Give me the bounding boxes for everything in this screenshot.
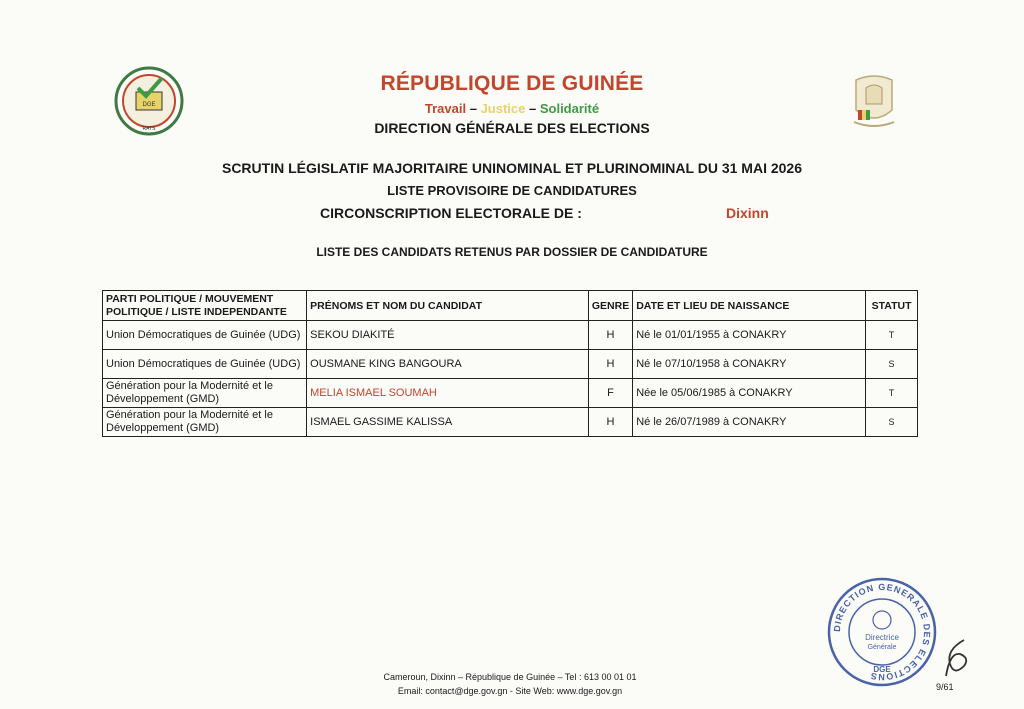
national-motto: [0, 101, 1024, 116]
logo-center-text: DGE: [142, 102, 156, 108]
cell-status: S: [866, 408, 918, 437]
col-header-status: STATUT: [866, 291, 918, 321]
motto-word-1: Travail: [424, 101, 467, 116]
stamp-center-line-1: Directrice: [865, 633, 899, 642]
list-type: LISTE PROVISOIRE DE CANDIDATURES: [387, 183, 637, 198]
signature-icon: [936, 636, 976, 680]
cell-birth: Né le 01/01/1955 à CONAKRY: [633, 321, 866, 350]
footer-contact: Email: contact@dge.gov.gn - Site Web: www.dge.gov.gn: [397, 686, 623, 696]
table-header-row: [103, 291, 918, 321]
stamp-center-line-2: Générale: [867, 644, 897, 651]
cell-status: S: [866, 350, 918, 379]
table-row: [103, 408, 918, 437]
official-stamp-icon: [826, 576, 938, 688]
organization-name: DIRECTION GÉNÉRALE DES ELECTIONS: [374, 120, 650, 136]
page-number: 9/61: [936, 682, 954, 692]
cell-genre: F: [588, 379, 632, 408]
cell-party: Union Démocratiques de Guinée (UDG): [103, 350, 307, 379]
col-header-name: PRÉNOMS ET NOM DU CANDIDAT: [307, 291, 589, 321]
cell-party: Union Démocratiques de Guinée (UDG): [103, 321, 307, 350]
col-header-birth: DATE ET LIEU DE NAISSANCE: [633, 291, 866, 321]
constituency-label: CIRCONSCRIPTION ELECTORALE DE :: [320, 205, 582, 221]
motto-separator: –: [525, 101, 540, 116]
list-subtitle: LISTE DES CANDIDATS RETENUS PAR DOSSIER DE CANDIDATURE: [316, 245, 708, 259]
constituency-value: Dixinn: [726, 205, 769, 221]
cell-birth: Né le 07/10/1958 à CONAKRY: [633, 350, 866, 379]
cell-genre: H: [588, 350, 632, 379]
cell-status: T: [866, 321, 918, 350]
footer-address: Cameroun, Dixinn – République de Guinée – Tel : 613 00 01 01: [383, 672, 637, 682]
cell-name: MELIA ISMAEL SOUMAH: [307, 379, 589, 408]
motto-word-3: Solidarité: [539, 101, 600, 116]
cell-party: Génération pour la Modernité et le Développement (GMD): [103, 379, 307, 408]
election-title: SCRUTIN LÉGISLATIF MAJORITAIRE UNINOMINAL ET PLURINOMINAL DU 31 MAI 2026: [221, 160, 802, 176]
cell-name: OUSMANE KING BANGOURA: [307, 350, 589, 379]
col-header-genre: GENRE: [588, 291, 632, 321]
table-row: [103, 321, 918, 350]
stamp-bottom-text: DGE: [873, 665, 891, 674]
motto-word-2: Justice: [480, 101, 526, 116]
col-header-party: PARTI POLITIQUE / MOUVEMENT POLITIQUE / LISTE INDEPENDANTE: [103, 291, 307, 321]
table-row: [103, 379, 918, 408]
cell-name: SEKOU DIAKITÉ: [307, 321, 589, 350]
candidates-table: [102, 290, 918, 437]
cell-birth: Née le 05/06/1985 à CONAKRY: [633, 379, 866, 408]
cell-genre: H: [588, 408, 632, 437]
cell-genre: H: [588, 321, 632, 350]
country-title: RÉPUBLIQUE DE GUINÉE: [380, 72, 644, 95]
cell-birth: Né le 26/07/1989 à CONAKRY: [633, 408, 866, 437]
cell-name: ISMAEL GASSIME KALISSA: [307, 408, 589, 437]
motto-separator: –: [466, 101, 481, 116]
stamp-ring-text: DIRECTION GENERALE DES ELECTIONS: [831, 581, 933, 683]
logo-bottom-text: RATS: [142, 126, 156, 132]
cell-party: Génération pour la Modernité et le Développement (GMD): [103, 408, 307, 437]
cell-status: T: [866, 379, 918, 408]
table-row: [103, 350, 918, 379]
